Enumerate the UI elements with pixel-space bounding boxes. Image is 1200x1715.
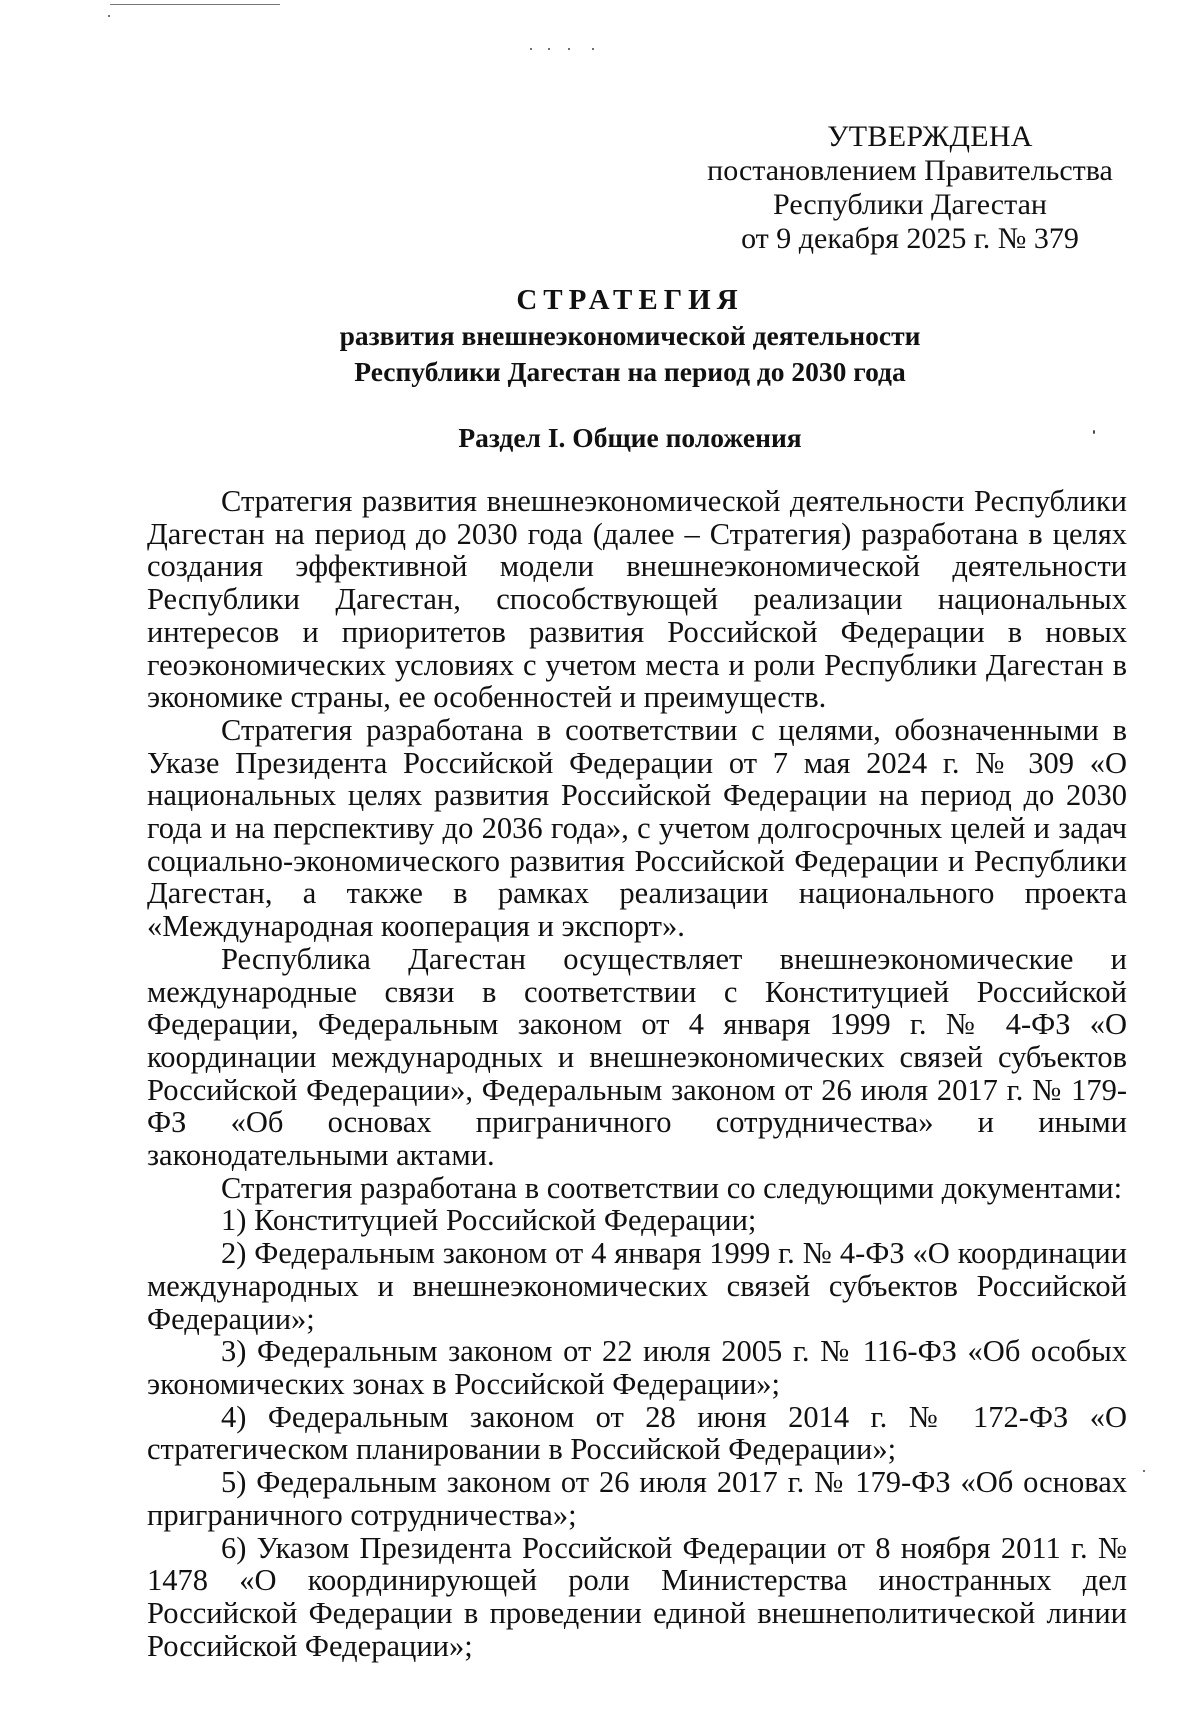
approval-title: УТВЕРЖДЕНА <box>827 120 1033 153</box>
approval-line-1: постановлением Правительства <box>707 154 1113 187</box>
paragraph-intro: Стратегия развития внешнеэкономической деятельности Республики Дагестан на период до 2030 года (далее – Стратегия) разработана в целях создания эффективной модели внешнеэкономической деятельности Республики Дагестан, способствующей реализации национальных интересов и приоритетов развития Российской Федерации в новых геоэкономических условиях с учетом места и роли Республики Дагестан в экономике страны, ее особенностей и преимуществ. <box>147 484 1127 715</box>
approval-date-number: от 9 декабря 2025 г. № 379 <box>741 222 1079 255</box>
document-title-subtitle-2: Республики Дагестан на период до 2030 года <box>354 356 906 387</box>
paragraph-legal-framework: Республика Дагестан осуществляет внешнеэкономические и международные связи в соответствии с Конституцией Российской Федерации, Федеральным законом от 4 января 1999 г. № 4-ФЗ «О координации международных и внешнеэкономических связей субъектов Российской Федерации», Федеральным законом от 26 июля 2017 г. № 179-ФЗ «Об основах приграничного сотрудничества» и иными законодательными актами. <box>147 941 1127 1173</box>
scan-artifact-dot <box>1143 1470 1145 1472</box>
section-heading: Раздел I. Общие положения <box>458 422 802 453</box>
paragraph-documents-intro: Стратегия разработана в соответствии со следующими документами: <box>221 1170 1123 1205</box>
scan-artifact-dot <box>530 48 532 50</box>
scan-artifact-line <box>110 4 280 5</box>
document-body <box>147 485 1127 1662</box>
scan-artifact-dot <box>108 15 110 17</box>
scan-artifact-dot <box>592 48 594 50</box>
list-item-4: 4) Федеральным законом от 28 июня 2014 г. № 172-ФЗ «О стратегическом планировании в Российской Федерации»; <box>147 1399 1127 1467</box>
document-title <box>140 282 1140 390</box>
list-item-6: 6) Указом Президента Российской Федерации от 8 ноября 2011 г. № 1478 «О координирующей роли Министерства иностранных дел Российской Федерации в проведении единой внешнеполитической линии Российской Федерации»; <box>147 1530 1127 1663</box>
scan-artifact-dot <box>568 48 570 50</box>
approval-line-2: Республики Дагестан <box>773 188 1047 221</box>
approval-stamp-block <box>700 120 1120 256</box>
list-item-5: 5) Федеральным законом от 26 июля 2017 г. № 179-ФЗ «Об основах приграничного сотрудничества»; <box>147 1465 1127 1532</box>
document-title-subtitle-1: развития внешнеэкономической деятельности <box>339 320 921 351</box>
list-item-2: 2) Федеральным законом от 4 января 1999 г. № 4-ФЗ «О координации международных и внешнеэкономических связей субъектов Российской Федерации»; <box>147 1236 1127 1336</box>
list-item-3: 3) Федеральным законом от 22 июля 2005 г. № 116-ФЗ «Об особых экономических зонах в Российской Федерации»; <box>147 1334 1127 1401</box>
document-title-main: СТРАТЕГИЯ <box>516 284 744 316</box>
scan-artifact-dot <box>548 48 550 50</box>
list-item-1: 1) Конституцией Российской Федерации; <box>221 1203 757 1238</box>
paragraph-basis: Стратегия разработана в соответствии с целями, обозначенными в Указе Президента Российской Федерации от 7 мая 2024 г. № 309 «О национальных целях развития Российской Федерации на период до 2030 года и на перспективу до 2036 года», с учетом долгосрочных целей и задач социально-экономического развития Российской Федерации и Республики Дагестан, а также в рамках реализации национального проекта «Международная кооперация и экспорт». <box>147 712 1127 944</box>
